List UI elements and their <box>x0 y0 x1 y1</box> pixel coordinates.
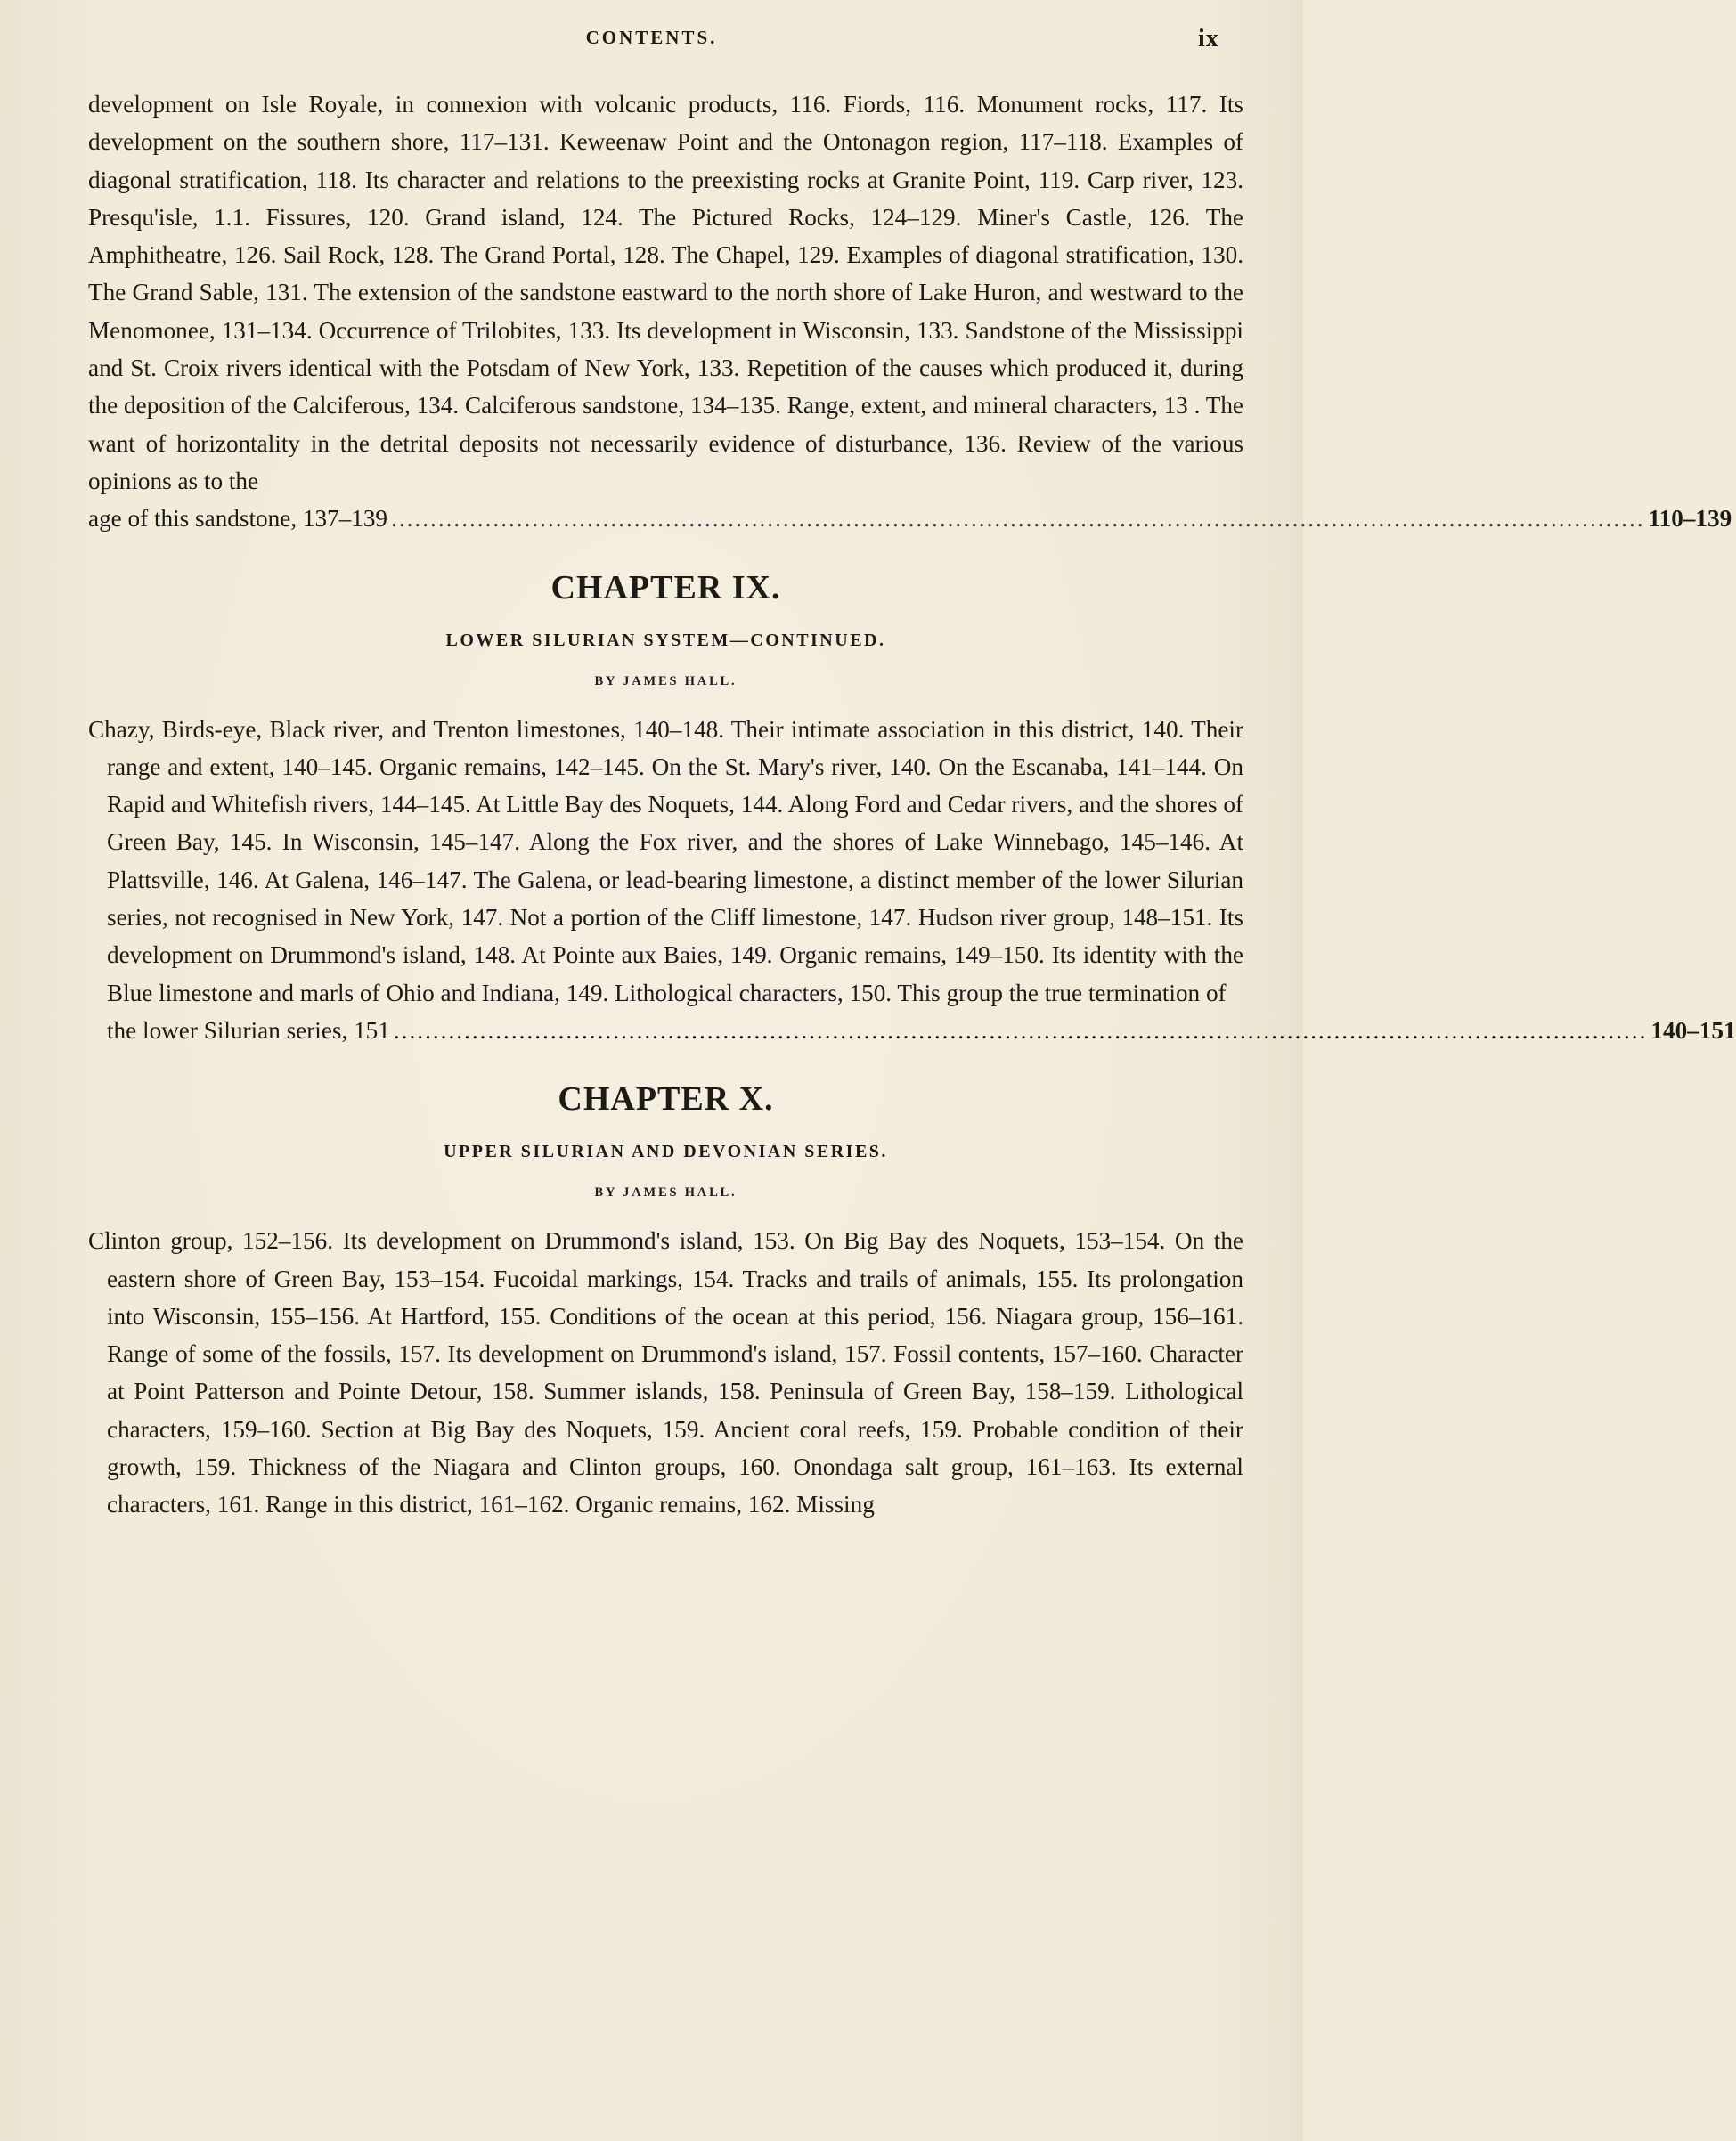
chapter-x-author: BY JAMES HALL. <box>594 1185 738 1201</box>
chapter-ix-last-text: the lower Silurian series, 151 <box>107 1016 390 1044</box>
chapter-ix-last-line <box>88 1012 1736 1049</box>
chapter-x-entry: Clinton group, 152–156. Its development on Drummond's island, 153. On Big Bay des Noquets, 153–154. On the eastern shore of Green Bay, 153–154. Fucoidal markings, 154. Tracks and trails of animals, 155. Its prolongation into Wisconsin, 155–156. At Hartford, 155. Conditions of the ocean at this period, 156. Niagara group, 156–161. Range of some of the fossils, 157. Its development on Drummond's island, 157. Fossil contents, 157–160. Character at Point Patterson and Pointe Detour, 158. Summer islands, 158. Peninsula of Green Bay, 158–159. Lithological characters, 159–160. Section at Big Bay des Noquets, 159. Ancient coral reefs, 159. Probable condition of their growth, 159. Thickness of the Niagara and Clinton groups, 160. Onondaga salt group, 161–163. Its external characters, 161. Range in this district, 161–162. Organic remains, 162. Missing <box>88 1227 1243 1518</box>
dot-leader: ................................................................................................................................................................ <box>393 1016 1648 1044</box>
chapter-ix-entry: Chazy, Birds-eye, Black river, and Trenton limestones, 140–148. Their intimate association in this district, 140. Their range and extent, 140–145. Organic remains, 142–145. On the St. Mary's river, 140. On the Escanaba, 141–144. On Rapid and Whitefish rivers, 144–145. At Little Bay des Noquets, 144. Along Ford and Cedar rivers, and the shores of Green Bay, 145. In Wisconsin, 145–147. Along the Fox river, and the shores of Lake Winnebago, 145–146. At Plattsville, 146. At Galena, 146–147. The Galena, or lead-bearing limestone, a distinct member of the lower Silurian series, not recognised in New York, 147. Not a portion of the Cliff limestone, 147. Hudson river group, 148–151. Its development on Drummond's island, 148. At Pointe aux Baies, 149. Organic remains, 149–150. Its identity with the Blue limestone and marls of Ohio and Indiana, 149. Lithological characters, 150. This group the true termination of <box>88 715 1243 1006</box>
chapter-ix-subject: LOWER SILURIAN SYSTEM—CONTINUED. <box>445 630 886 650</box>
running-title: CONTENTS. <box>585 27 718 48</box>
continuation-last-text: age of this sandstone, 137–139 <box>88 505 388 533</box>
running-head <box>0 25 1303 61</box>
continuation-entry: development on Isle Royale, in connexion with volcanic products, 116. Fiords, 116. Monument rocks, 117. Its development on the southern shore, 117–131. Keweenaw Point and the Ontonagon region, 117–118. Examples of diagonal stratification, 118. Its character and relations to the preexisting rocks at Granite Point, 119. Carp river, 123. Presqu'isle, 1.1. Fissures, 120. Grand island, 124. The Pictured Rocks, 124–129. Miner's Castle, 126. The Amphitheatre, 126. Sail Rock, 128. The Grand Portal, 128. The Chapel, 129. Examples of diagonal stratification, 130. The Grand Sable, 131. The extension of the sandstone eastward to the north shore of Lake Huron, and westward to the Menomonee, 131–134. Occurrence of Trilobites, 133. Its development in Wisconsin, 133. Sandstone of the Mississippi and St. Croix rivers identical with the Potsdam of New York, 133. Repetition of the causes which produced it, during the deposition of the Calciferous, 134. Calciferous sandstone, 134–135. Range, extent, and mineral characters, 13 . The want of horizontality in the detrital deposits not necessarily evidence of disturbance, 136. Review of the various opinions as to the <box>88 91 1243 494</box>
chapter-ix-heading: CHAPTER IX. <box>550 568 781 606</box>
page-number: ix <box>1198 25 1219 53</box>
page-range: 110–139 <box>1648 505 1732 533</box>
contents-body <box>88 85 1736 1524</box>
chapter-ix-author: BY JAMES HALL. <box>594 673 738 688</box>
chapter-x-subject: UPPER SILURIAN AND DEVONIAN SERIES. <box>444 1142 888 1162</box>
chapter-x-heading: CHAPTER X. <box>558 1080 774 1119</box>
page-range: 140–151 <box>1650 1016 1736 1044</box>
dot-leader: ................................................................................................................................................................ <box>391 505 1645 533</box>
continuation-last-line <box>88 500 1732 537</box>
